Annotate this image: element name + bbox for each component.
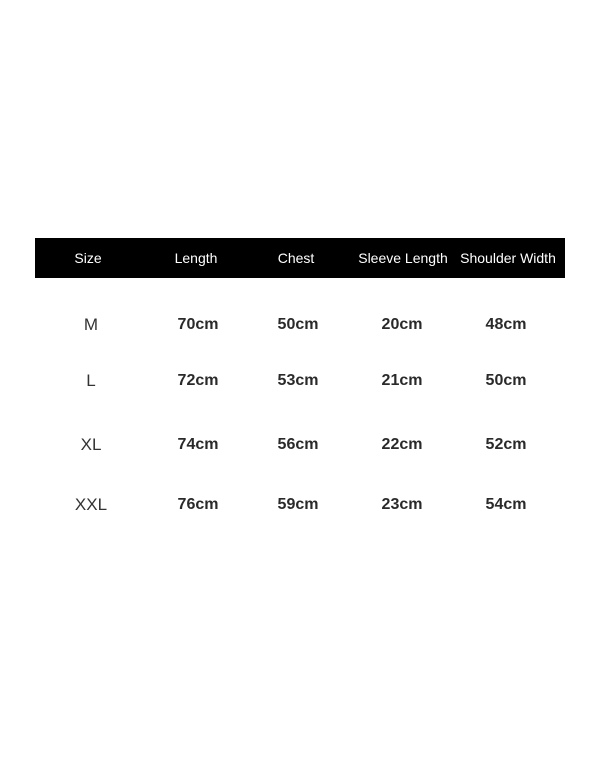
size-cell: M — [83, 315, 99, 334]
header-length: Length — [174, 250, 218, 266]
header-shoulder-width: Shoulder Width — [460, 250, 556, 266]
sleeve-length-cell: 21cm — [381, 372, 423, 389]
table-row — [35, 490, 565, 520]
sleeve-length-cell: 20cm — [381, 316, 423, 333]
table-header-row — [35, 238, 565, 278]
table-row — [35, 366, 565, 396]
chest-cell: 50cm — [277, 316, 319, 333]
header-size: Size — [74, 250, 102, 266]
length-cell: 76cm — [177, 496, 219, 513]
length-cell: 70cm — [177, 316, 219, 333]
header-sleeve-length: Sleeve Length — [358, 250, 448, 266]
size-chart-table — [35, 238, 565, 514]
chest-cell: 53cm — [277, 372, 319, 389]
shoulder-width-cell: 52cm — [485, 436, 527, 453]
table-row — [35, 430, 565, 460]
size-cell: L — [86, 371, 96, 390]
size-cell: XXL — [74, 495, 108, 514]
shoulder-width-cell: 50cm — [485, 372, 527, 389]
shoulder-width-cell: 54cm — [485, 496, 527, 513]
size-cell: XL — [80, 435, 102, 454]
length-cell: 74cm — [177, 436, 219, 453]
sleeve-length-cell: 22cm — [381, 436, 423, 453]
chest-cell: 59cm — [277, 496, 319, 513]
sleeve-length-cell: 23cm — [381, 496, 423, 513]
table-row — [35, 310, 565, 340]
header-chest: Chest — [277, 250, 315, 266]
shoulder-width-cell: 48cm — [485, 316, 527, 333]
length-cell: 72cm — [177, 372, 219, 389]
chest-cell: 56cm — [277, 436, 319, 453]
